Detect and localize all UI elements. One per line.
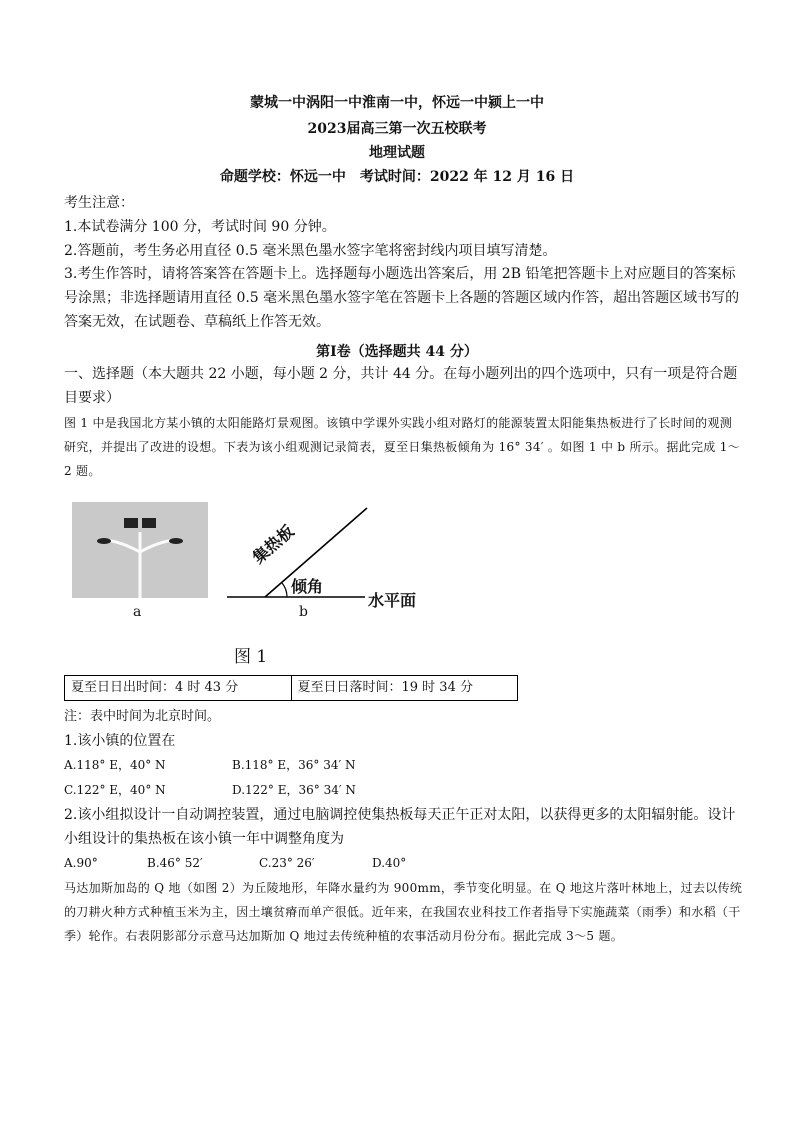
question-2-option-a: A.90° (64, 856, 98, 870)
angle-arc (282, 583, 287, 597)
question-1-option-d: D.122° E，36° 34′ N (232, 783, 356, 797)
horizontal-label: 水平面 (368, 591, 417, 610)
school-list: 蒙城一中涡阳一中淮南一中，怀远一中颍上一中 (250, 95, 544, 111)
angle-label: 倾角 (291, 577, 324, 596)
subject-title: 地理试题 (369, 145, 425, 161)
notice-item-2: 2.答题前，考生务必用直径 0.5 毫米黑色墨水签字笔将密封线内项目填写清楚。 (64, 243, 557, 259)
streetlight-image (72, 502, 208, 598)
sunrise-cell: 夏至日日出时间：4 时 43 分 (71, 680, 239, 695)
section-intro: 一、选择题（本大题共 22 小题，每小题 2 分，共计 44 分。在每小题列出的四个选项中，只有一项是符合题目要求） (64, 366, 738, 406)
notice-title: 考生注意： (64, 195, 134, 211)
figure-caption: 图 1 (234, 647, 268, 667)
notice-item-1: 1.本试卷满分 100 分，考试时间 90 分钟。 (64, 219, 336, 235)
question-2-option-b: B.46° 52′ (147, 856, 203, 870)
section-title: 第Ⅰ卷（选择题共 44 分） (316, 344, 478, 360)
table-note: 注：表中时间为北京时间。 (64, 709, 221, 724)
question-1-stem: 1.该小镇的位置在 (64, 733, 176, 749)
exam-title: 2023届高三第一次五校联考 (307, 121, 487, 137)
exam-meta: 命题学校：怀远一中 考试时间：2022 年 12 月 16 日 (219, 169, 575, 185)
figure-label-b: b (299, 604, 308, 620)
sunset-cell: 夏至日日落时间：19 时 34 分 (291, 676, 518, 700)
passage-2: 马达加斯加岛的 Q 地（如图 2）为丘陵地形，年降水量约为 900mm，季节变化明显。在 Q 地这片落叶林地上，过去以传统的刀耕火种方式种植玉米为主，因土壤贫瘠而单产很低。近年来，在我国农业科技工作者指导下实施蔬菜（雨季）和水稻（干季）轮作。右表阴影部分示意马达加斯加 Q 地过去传统种植的农事活动月份分布。据此完成 3～5 题。 (64, 881, 743, 943)
question-2-stem: 2.该小组拟设计一自动调控装置，通过电脑调控使集热板每天正午正对太阳，以获得更多的太阳辐射能。设计小组设计的集热板在该小镇一年中调整角度为 (64, 807, 736, 847)
figure-label-a: a (133, 604, 142, 620)
question-2-option-d: D.40° (372, 856, 407, 870)
passage-1: 图 1 中是我国北方某小镇的太阳能路灯景观图。该镇中学课外实践小组对路灯的能源装置太阳能集热板进行了长时间的观测研究，并提出了改进的设想。下表为该小组观测记录简表，夏至日集热板倾角为 16° 34′ 。如图 1 中 b 所示。据此完成 1～2 题。 (64, 416, 740, 478)
streetlight-photo (72, 502, 208, 598)
question-1-option-c: C.122° E，40° N (64, 783, 166, 797)
notice-item-3: 3.考生作答时，请将答案答在答题卡上。选择题每小题选出答案后，用 2B 铅笔把答题卡上对应题目的答案标号涂黑；非选择题请用直径 0.5 毫米黑色墨水签字笔在答题卡上各题的答题区域内作答，超出答题区域书写的答案无效，在试题卷、草稿纸上作答无效。 (64, 266, 740, 330)
question-1-option-a: A.118° E，40° N (64, 758, 166, 772)
question-1-option-b: B.118° E，36° 34′ N (232, 758, 356, 772)
panel-label: 集热板 (248, 521, 298, 568)
sun-time-table (64, 675, 518, 701)
question-2-option-c: C.23° 26′ (259, 856, 315, 870)
